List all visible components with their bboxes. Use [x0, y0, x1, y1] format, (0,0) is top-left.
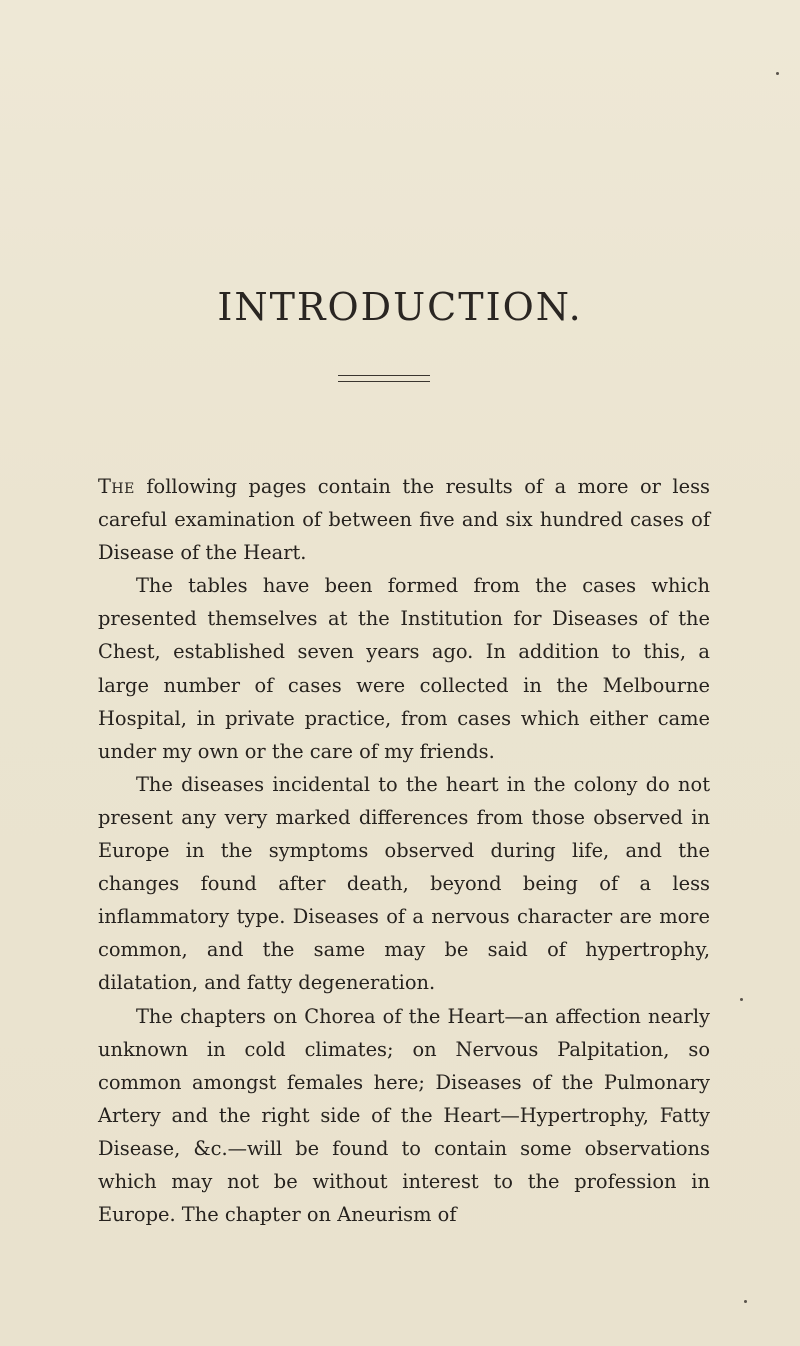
paragraph-1 [98, 470, 710, 569]
paper-speck [776, 72, 779, 75]
paragraph-2: The tables have been formed from the cases which presented themselves at the Institution for Diseases of the Chest, established seven years ago. In addition to this, a large number of cases were collected in the Melbourne Hospital, in private practice, from cases which either came under my own or the care of my friends. [98, 574, 710, 763]
paragraph-1-lead: The [98, 475, 135, 498]
page-title: INTRODUCTION. [217, 285, 583, 329]
paragraph-3: The diseases incidental to the heart in the colony do not present any very marked differences from those observed in Europe in the symptoms observed during life, and the changes found after death, beyond being of a less inflammatory type. Diseases of a nervous character are more common, and the same may be said of hypertrophy, dilatation, and fatty degeneration. [98, 772, 710, 995]
paragraph-1-text: following pages contain the results of a more or less careful examination of between five and six hundred cases of Disease of the Heart. [98, 475, 710, 565]
rule-line-top [338, 375, 430, 376]
paragraph-4: The chapters on Chorea of the Heart—an affection nearly unknown in cold climates; on Nervous Palpitation, so common amongst females here; Diseases of the Pulmonary Artery and the right side of the Heart—Hypertrophy, Fatty Disease, &c.—will be found to contain some observations which may not be without interest to the profession in Europe. The chapter on Aneurism of [98, 1004, 710, 1227]
paper-speck [744, 1300, 747, 1303]
paper-speck [740, 998, 743, 1001]
rule-line-bottom [338, 381, 430, 382]
title-double-rule [338, 372, 430, 386]
body-text [98, 470, 710, 1231]
